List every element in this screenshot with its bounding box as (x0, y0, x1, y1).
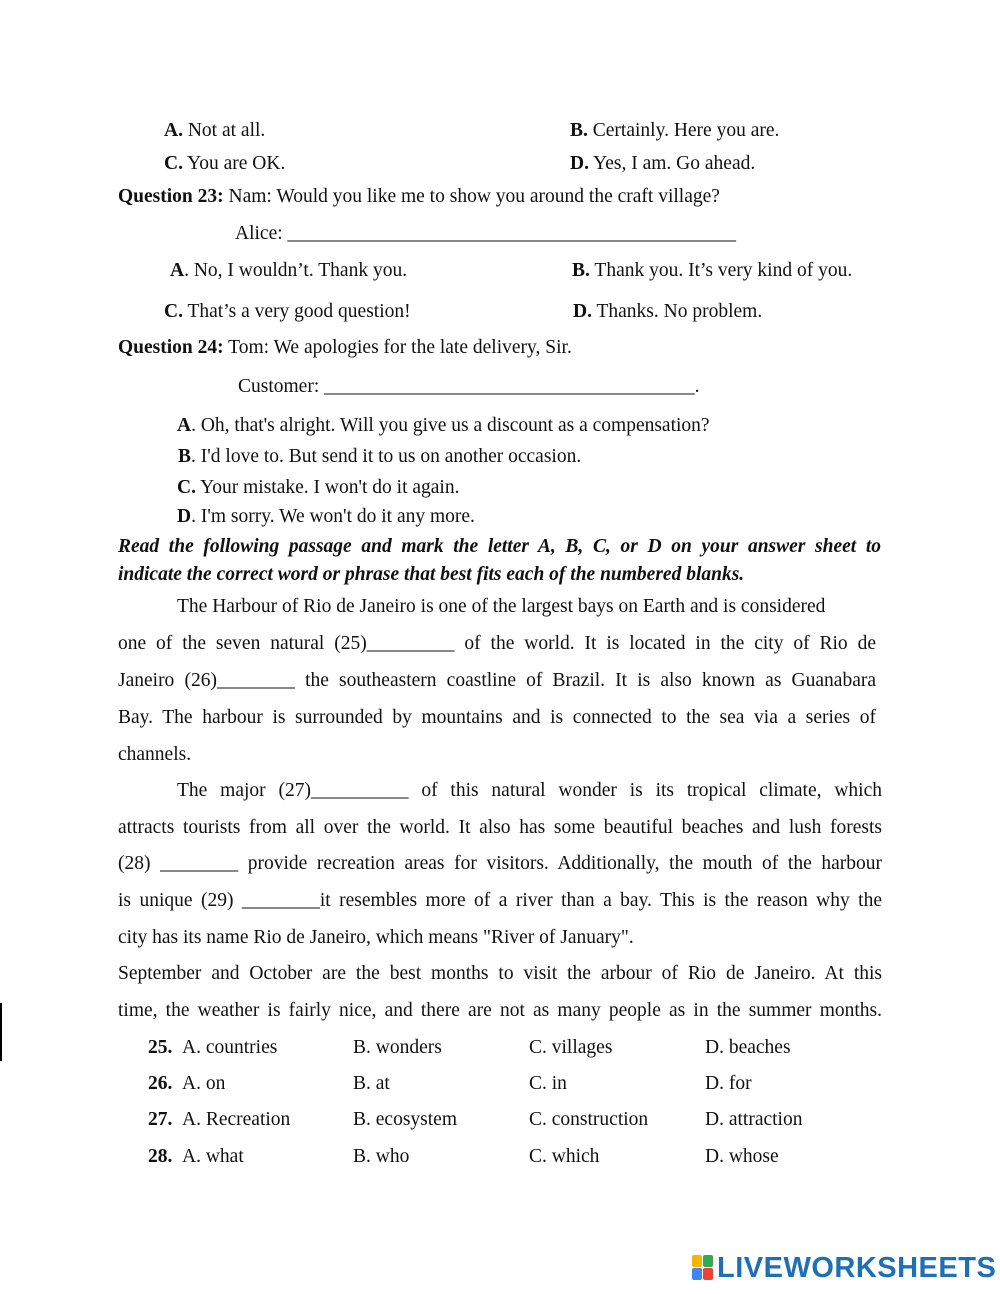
passage-p1-line-1: The Harbour of Rio de Janeiro is one of the largest bays on Earth and is considered (177, 596, 826, 617)
answer-option-d: D. for (705, 1073, 752, 1094)
option-text: Not at all. (182, 120, 266, 141)
q23-option-a (170, 261, 407, 281)
passage-p1-line-3: Janeiro (26)________ the southeastern coastline of Brazil. It is also known as Guanabara (118, 670, 876, 691)
instruction-line-2: indicate the correct word or phrase that best fits each of the numbered blanks. (118, 564, 745, 585)
answer-option-b: B. wonders (353, 1037, 442, 1058)
q23-option-c (164, 302, 411, 322)
answer-option-d: D. attraction (705, 1109, 803, 1130)
answer-number: 25. (148, 1037, 173, 1058)
option-letter: A. (164, 120, 183, 141)
answer-option-d: D. beaches (705, 1037, 791, 1058)
option-letter: C. (164, 301, 183, 322)
answer-option-b: B. ecosystem (353, 1109, 457, 1130)
option-text: Thank you. It’s very kind of you. (589, 260, 853, 281)
answer-option-b: B. who (353, 1146, 410, 1167)
option-text: You are OK. (182, 153, 286, 174)
option-text: . Oh, that's alright. Will you give us a discount as a compensation? (191, 415, 710, 436)
q22-option-d (570, 154, 755, 174)
q24-option-a (177, 416, 710, 436)
q23-option-d (573, 302, 762, 322)
answer-number: 27. (148, 1109, 173, 1130)
option-letter: D (177, 506, 192, 527)
passage-p2-line-5: city has its name Rio de Janeiro, which means "River of January". (118, 927, 634, 948)
passage-p1-line-4: Bay. The harbour is surrounded by mountains and is connected to the sea via a series of (118, 707, 876, 728)
passage-p2-line-1: The major (27)__________ of this natural wonder is its tropical climate, which (177, 780, 882, 801)
answer-option-d: D. whose (705, 1146, 779, 1167)
passage-p1-line-2: one of the seven natural (25)_________ of the world. It is located in the city of Rio de (118, 633, 876, 654)
option-letter: D. (570, 153, 589, 174)
q22-option-a (164, 121, 265, 141)
option-letter: B. (572, 260, 590, 281)
q23-response-line: Alice: ______________________________________________ (235, 223, 737, 244)
answer-option-b: B. at (353, 1073, 390, 1094)
answer-option-c: C. which (529, 1146, 600, 1167)
option-text: . I'd love to. But send it to us on another occasion. (191, 446, 582, 467)
option-text: Your mistake. I won't do it again. (195, 477, 460, 498)
answer-option-c: C. construction (529, 1109, 649, 1130)
q23-prompt (118, 187, 720, 207)
answer-option-a: A. what (182, 1146, 244, 1167)
q22-option-b (570, 121, 779, 141)
liveworksheets-logo[interactable] (692, 1253, 996, 1283)
instruction-line-1: Read the following passage and mark the letter A, B, C, or D on your answer sheet to (118, 536, 881, 557)
question-text: Nam: Would you like me to show you around the craft village? (223, 186, 720, 207)
option-letter: C. (164, 153, 183, 174)
option-letter: D. (573, 301, 592, 322)
passage-p3-line-1: September and October are the best months to visit the arbour of Rio de Janeiro. At this (118, 963, 882, 984)
option-letter: B. (570, 120, 588, 141)
q24-option-b (178, 447, 581, 467)
option-text: Thanks. No problem. (591, 301, 763, 322)
option-text: Yes, I am. Go ahead. (588, 153, 756, 174)
passage-p2-line-4: is unique (29) ________it resembles more of a river than a bay. This is the reason why the (118, 890, 882, 911)
answer-option-c: C. villages (529, 1037, 613, 1058)
q24-option-c (177, 478, 459, 498)
option-text: Certainly. Here you are. (587, 120, 780, 141)
q24-prompt (118, 338, 572, 358)
q24-option-d (177, 507, 475, 527)
option-letter: A (170, 260, 185, 281)
margin-bar (0, 1003, 2, 1061)
q22-option-c (164, 154, 285, 174)
option-letter: B (178, 446, 192, 467)
q23-option-b (572, 261, 852, 281)
answer-number: 26. (148, 1073, 173, 1094)
answer-option-c: C. in (529, 1073, 567, 1094)
option-text: . I'm sorry. We won't do it any more. (191, 506, 475, 527)
liveworksheets-logo-icon (692, 1255, 714, 1281)
option-letter: C. (177, 477, 196, 498)
q24-response-line: Customer: ______________________________________. (238, 376, 700, 397)
passage-p2-line-3: (28) ________ provide recreation areas for visitors. Additionally, the mouth of the harbour (118, 853, 882, 874)
answer-option-a: A. countries (182, 1037, 278, 1058)
option-text: That’s a very good question! (182, 301, 411, 322)
liveworksheets-logo-text: LIVEWORKSHEETS (717, 1251, 997, 1284)
option-letter: A (177, 415, 192, 436)
answer-option-a: A. on (182, 1073, 226, 1094)
question-label: Question 24: (118, 337, 224, 358)
answer-option-a: A. Recreation (182, 1109, 291, 1130)
passage-p2-line-2: attracts tourists from all over the world. It also has some beautiful beaches and lush forests (118, 817, 882, 838)
question-text: Tom: We apologies for the late delivery, Sir. (223, 337, 572, 358)
question-label: Question 23: (118, 186, 224, 207)
passage-p1-line-5: channels. (118, 744, 192, 765)
answer-number: 28. (148, 1146, 173, 1167)
option-text: . No, I wouldn’t. Thank you. (184, 260, 408, 281)
passage-p3-line-2: time, the weather is fairly nice, and there are not as many people as in the summer months. (118, 1000, 882, 1021)
